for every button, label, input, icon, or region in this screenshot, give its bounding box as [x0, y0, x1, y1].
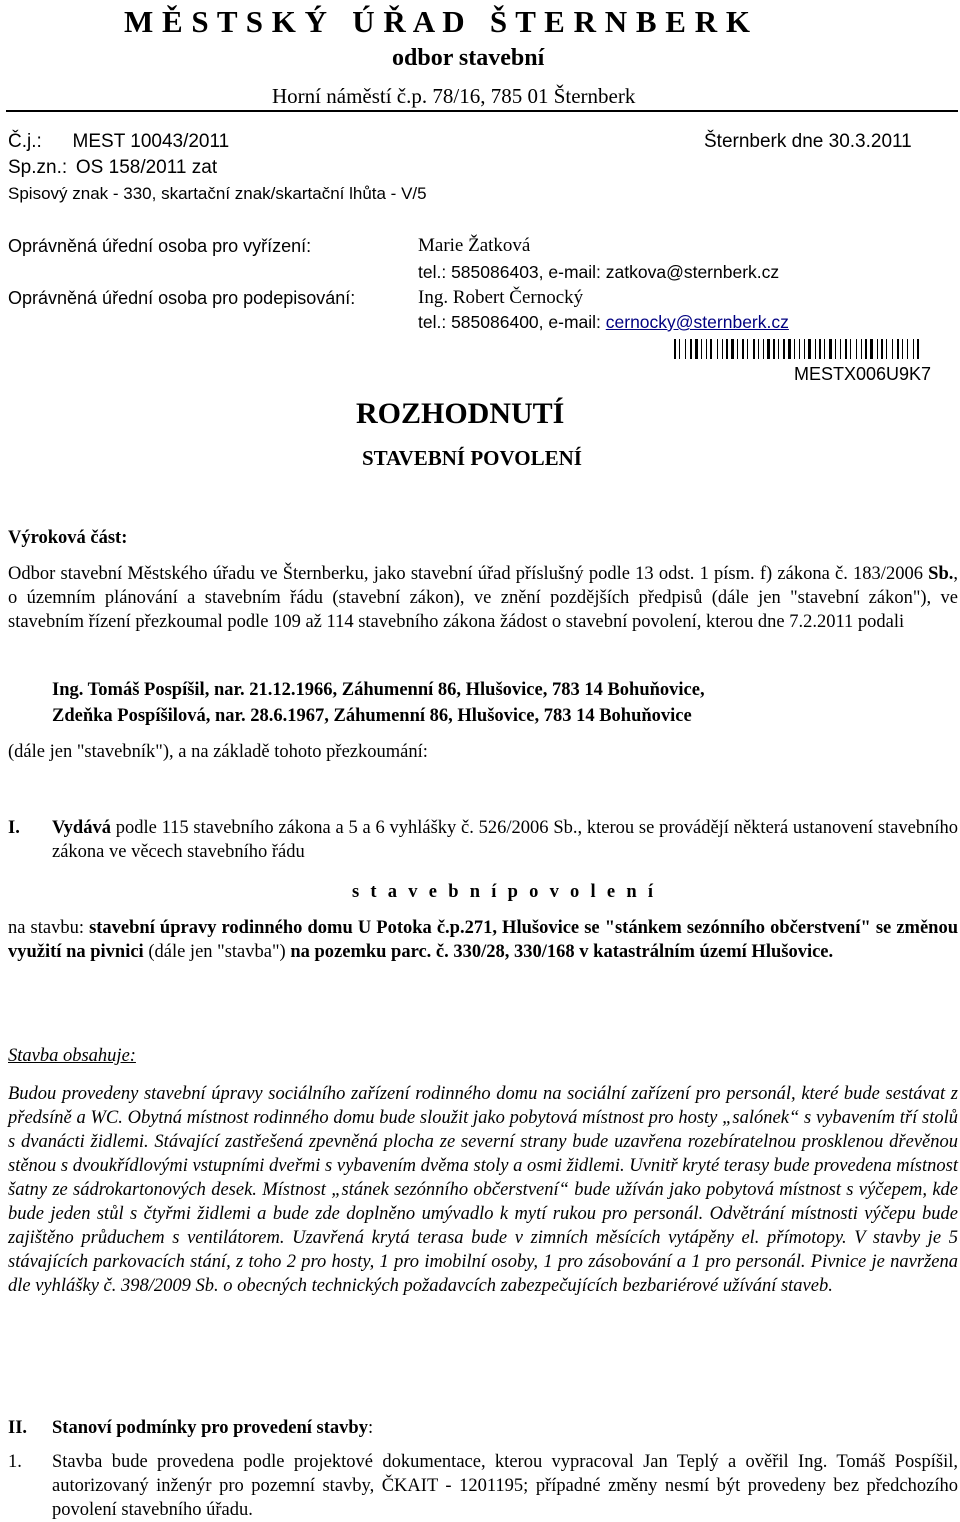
barcode-bar: [874, 339, 876, 359]
signing-official-contact: [418, 310, 789, 334]
barcode-bar: [739, 339, 741, 359]
reference-number: [8, 130, 229, 154]
barcode-bar: [773, 339, 775, 359]
barcode-bar: [796, 339, 798, 359]
barcode-bar: [753, 339, 755, 359]
intro-sb: Sb.: [928, 564, 954, 584]
barcode-bar: [745, 339, 746, 359]
barcode-bar: [726, 339, 728, 359]
section-1-text: [52, 816, 958, 864]
building-prefix: na stavbu:: [8, 918, 90, 938]
barcode-bar: [776, 339, 777, 359]
cj-value: MEST 10043/2011: [72, 131, 230, 152]
barcode-bar: [840, 339, 841, 359]
barcode-bar: [894, 339, 896, 359]
barcode-bar: [706, 339, 707, 359]
decision-subtitle: STAVEBNÍ POVOLENÍ: [362, 446, 582, 470]
barcode-bar: [719, 339, 721, 359]
barcode-bar: [681, 339, 684, 359]
section-2-heading-line: [52, 1416, 373, 1440]
operative-intro: [8, 562, 958, 634]
barcode-text: MESTX006U9K7: [794, 364, 932, 384]
barcode-bar: [835, 339, 836, 359]
barcode-bar: [904, 339, 906, 359]
barcode-bar: [892, 339, 893, 359]
barcode-bar: [763, 339, 764, 359]
document-date: Šternberk dne 30.3.2011: [704, 131, 912, 152]
barcode-bar: [693, 339, 694, 359]
barcode-bar: [742, 339, 744, 359]
barcode-bar: [842, 339, 844, 359]
barcode-bar: [909, 339, 912, 359]
barcode-bar: [722, 339, 723, 359]
barcode-bar: [865, 339, 867, 359]
barcode-bar: [758, 339, 759, 359]
barcode-bar: [897, 339, 899, 359]
barcode-bar: [699, 339, 700, 359]
file-mark: Spisový znak - 330, skartační znak/skartační lhůta - V/5: [8, 184, 427, 203]
barcode-bar: [806, 339, 807, 359]
barcode-bar: [799, 339, 800, 359]
barcode-bar: [884, 339, 885, 359]
intro-part-1: Odbor stavební Městského úřadu ve Šternberku, jako stavební úřad příslušný podle 13 odst. 1 písm. f) zákona č. 183/2006: [8, 564, 929, 584]
permit-title: s t a v e b n í p o v o l e n í: [352, 882, 657, 902]
barcode-bar: [822, 339, 823, 359]
building-name: stavební úpravy rodinného domu U Potoka č.p.271, Hlušovice se "stánkem sezónního občerstvení" se změnou využití na pivnici: [8, 918, 958, 962]
spzn-value: OS 158/2011 zat: [75, 157, 218, 178]
barcode-bar: [685, 339, 686, 359]
section-1-verb: Vydává: [52, 818, 111, 838]
barcode-bar: [778, 339, 779, 359]
processing-official-contact: tel.: 585086403, e-mail: zatkova@sternberk.cz: [418, 262, 780, 282]
barcode-bar: [819, 339, 821, 359]
barcode-bar: [713, 339, 716, 359]
barcode-bar: [747, 339, 748, 359]
barcode-bar: [786, 339, 787, 359]
barcode-bar: [913, 339, 914, 359]
barcode-bar: [780, 339, 782, 359]
applicant-2: Zdeňka Pospíšilová, nar. 28.6.1967, Záhumenní 86, Hlušovice, 783 14 Bohuňovice: [52, 706, 692, 726]
barcode-bar: [735, 339, 736, 359]
barcode-bar: [837, 339, 839, 359]
barcode-bar: [870, 339, 873, 359]
barcode-bar: [767, 339, 770, 359]
barcode-bar: [710, 339, 712, 359]
barcode-bar: [879, 339, 880, 359]
intro-part-2: , o územním plánování a stavebním řádu (stavební zákon), ve znění pozdějších předpisů (dále jen "stavební zákon"), ve stavebním řízení přezkoumal podle 109 až 114 stavebního zákona žádost o stavební povolení, kterou dne 7.2.2011 podali: [8, 564, 958, 632]
barcode-bar: [877, 339, 878, 359]
barcode-bar: [817, 339, 818, 359]
barcode-bar: [902, 339, 903, 359]
barcode-bar: [808, 339, 811, 359]
barcode-bar: [687, 339, 689, 359]
signing-official-name: Ing. Robert Černocký: [418, 287, 584, 308]
contents-text: Budou provedeny stavební úpravy sociálního zařízení rodinného domu na sociální zařízení pro personál, které bude sestávat z předsíně a WC. Obytná místnost rodinného domu bude sloužit jako pobytová místnost pro hosty „salónek“ s vybavením tří stolů s dvanácti židlemi. Stávající zastřešená zpevněná plocha ze severní strany bude uzavřena rozebíratelnou prosklenou dřevěnou stěnou s dvoukřídlovými vstupními dveřmi s vybavením dvěma stoly a osmi židlemi. Uvnitř kryté terasy bude provedena místnost šatny ze sádrokartonových desek. Místnost „stánek sezónního občerstvení“ bude užíván jako pobytová místnost s výčepem, kde bude jeden stůl s čtyřmi židlemi a bude zde doplněno umývadlo k mytí rukou pro personál. Odvětrání místnosti výčepu bude zajištěno průduchem s ventilátorem. Uzavřená krytá terasa bude v zimních měsících vytápěny el. přímotopy. V stavby je 5 stávajících parkovacích stání, z toho 2 pro hosty, 1 pro imobilní osoby, 1 pro zásobování a 1 pro personál. Pivnice je navržena dle vyhlášky č. 398/2009 Sb. o obecných technických požadavcích zabezpečujících bezbariérové užívání staveb.: [8, 1084, 958, 1296]
barcode-bar: [677, 339, 678, 359]
signing-official-label: Oprávněná úřední osoba pro podepisování:: [8, 288, 356, 308]
barcode-bar: [792, 339, 793, 359]
barcode-bar: [915, 339, 916, 359]
barcode-bar: [815, 339, 816, 359]
barcode-bar: [804, 339, 805, 359]
barcode-bar: [737, 339, 738, 359]
barcode-bar: [856, 339, 857, 359]
barcode-bar: [690, 339, 692, 359]
applicants-note: (dále jen "stavebník"), a na základě tohoto přezkoumání:: [8, 742, 428, 762]
barcode-bar: [826, 339, 828, 359]
barcode-bar: [749, 339, 752, 359]
barcode-bar: [703, 339, 705, 359]
barcode-bar: [801, 339, 803, 359]
barcode-bar: [848, 339, 849, 359]
barcode-bar: [731, 339, 734, 359]
barcode-graphic: [674, 339, 958, 359]
barcode-bar: [868, 339, 869, 359]
applicant-1: Ing. Tomáš Pospíšil, nar. 21.12.1966, Záhumenní 86, Hlušovice, 783 14 Bohuňovice,: [52, 680, 705, 700]
barcode-bar: [765, 339, 766, 359]
contents-heading: Stavba obsahuje:: [8, 1046, 136, 1066]
barcode-bar: [724, 339, 725, 359]
office-title: M Ě S T S K Ý Ú Ř A D Š T E R N B E R K: [124, 4, 751, 39]
barcode-bar: [858, 339, 860, 359]
spzn-label: Sp.zn.:: [8, 157, 68, 178]
barcode-bar: [674, 339, 676, 359]
office-address: Horní náměstí č.p. 78/16, 785 01 Šternberk: [272, 84, 636, 108]
barcode-bar: [845, 339, 847, 359]
department-name: odbor stavební: [392, 45, 545, 71]
barcode-bar: [788, 339, 791, 359]
barcode-bar: [824, 339, 825, 359]
barcode-bar: [760, 339, 762, 359]
barcode-bar: [729, 339, 730, 359]
processing-official-label: Oprávněná úřední osoba pro vyřízení:: [8, 236, 312, 256]
cj-label: Č.j.:: [8, 131, 42, 152]
barcode-bar: [881, 339, 883, 359]
barcode-bar: [907, 339, 908, 359]
decision-title: ROZHODNUTÍ: [356, 397, 565, 430]
barcode-bar: [833, 339, 834, 359]
section-2-heading: Stanoví podmínky pro provedení stavby: [52, 1418, 368, 1438]
barcode-bar: [756, 339, 757, 359]
condition-1-number: 1.: [8, 1452, 22, 1472]
processing-official-name: Marie Žatková: [418, 235, 531, 256]
barcode-bar: [917, 339, 919, 359]
section-2-numeral: II.: [8, 1418, 28, 1438]
section-1-numeral: I.: [8, 818, 20, 838]
barcode-bar: [695, 339, 698, 359]
signing-contact-prefix: tel.: 585086400, e-mail:: [418, 312, 606, 332]
building-note: (dále jen "stavba"): [143, 942, 291, 962]
barcode-bar: [850, 339, 851, 359]
barcode-bar: [771, 339, 772, 359]
barcode-bar: [852, 339, 855, 359]
barcode-bar: [717, 339, 718, 359]
section-2-colon: :: [367, 1418, 374, 1438]
condition-1-text: Stavba bude provedena podle projektové dokumentace, kterou vypracoval Jan Teplý a ověřil Ing. Tomáš Pospíšil, autorizovaný inženýr pro pozemní stavby, ČKAIT - 1201195; případné změny nesmí být provedeny bez předchozího povolení stavebního úřadu.: [52, 1452, 958, 1520]
barcode-bar: [900, 339, 901, 359]
signing-email-link[interactable]: cernocky@sternberk.cz: [605, 312, 789, 332]
barcode-bar: [794, 339, 795, 359]
barcode-bar: [888, 339, 891, 359]
header-divider: [6, 110, 958, 112]
barcode-bar: [886, 339, 887, 359]
file-number: [8, 156, 217, 180]
section-1-body: podle 115 stavebního zákona a 5 a 6 vyhlášky č. 526/2006 Sb., kterou se provádějí některá ustanovení stavebního zákona ve věcech stavebního řádu: [52, 818, 958, 862]
barcode-bar: [812, 339, 814, 359]
barcode-bar: [829, 339, 832, 359]
building-parcel: na pozemku parc. č. 330/28, 330/168 v katastrálním území Hlušovice.: [290, 942, 834, 962]
barcode-bar: [679, 339, 680, 359]
barcode-bar: [708, 339, 709, 359]
barcode-bar: [861, 339, 862, 359]
barcode-bar: [863, 339, 864, 359]
barcode-bar: [701, 339, 702, 359]
operative-heading: Výroková část:: [8, 528, 128, 548]
building-description: [8, 916, 958, 964]
barcode-bar: [783, 339, 785, 359]
